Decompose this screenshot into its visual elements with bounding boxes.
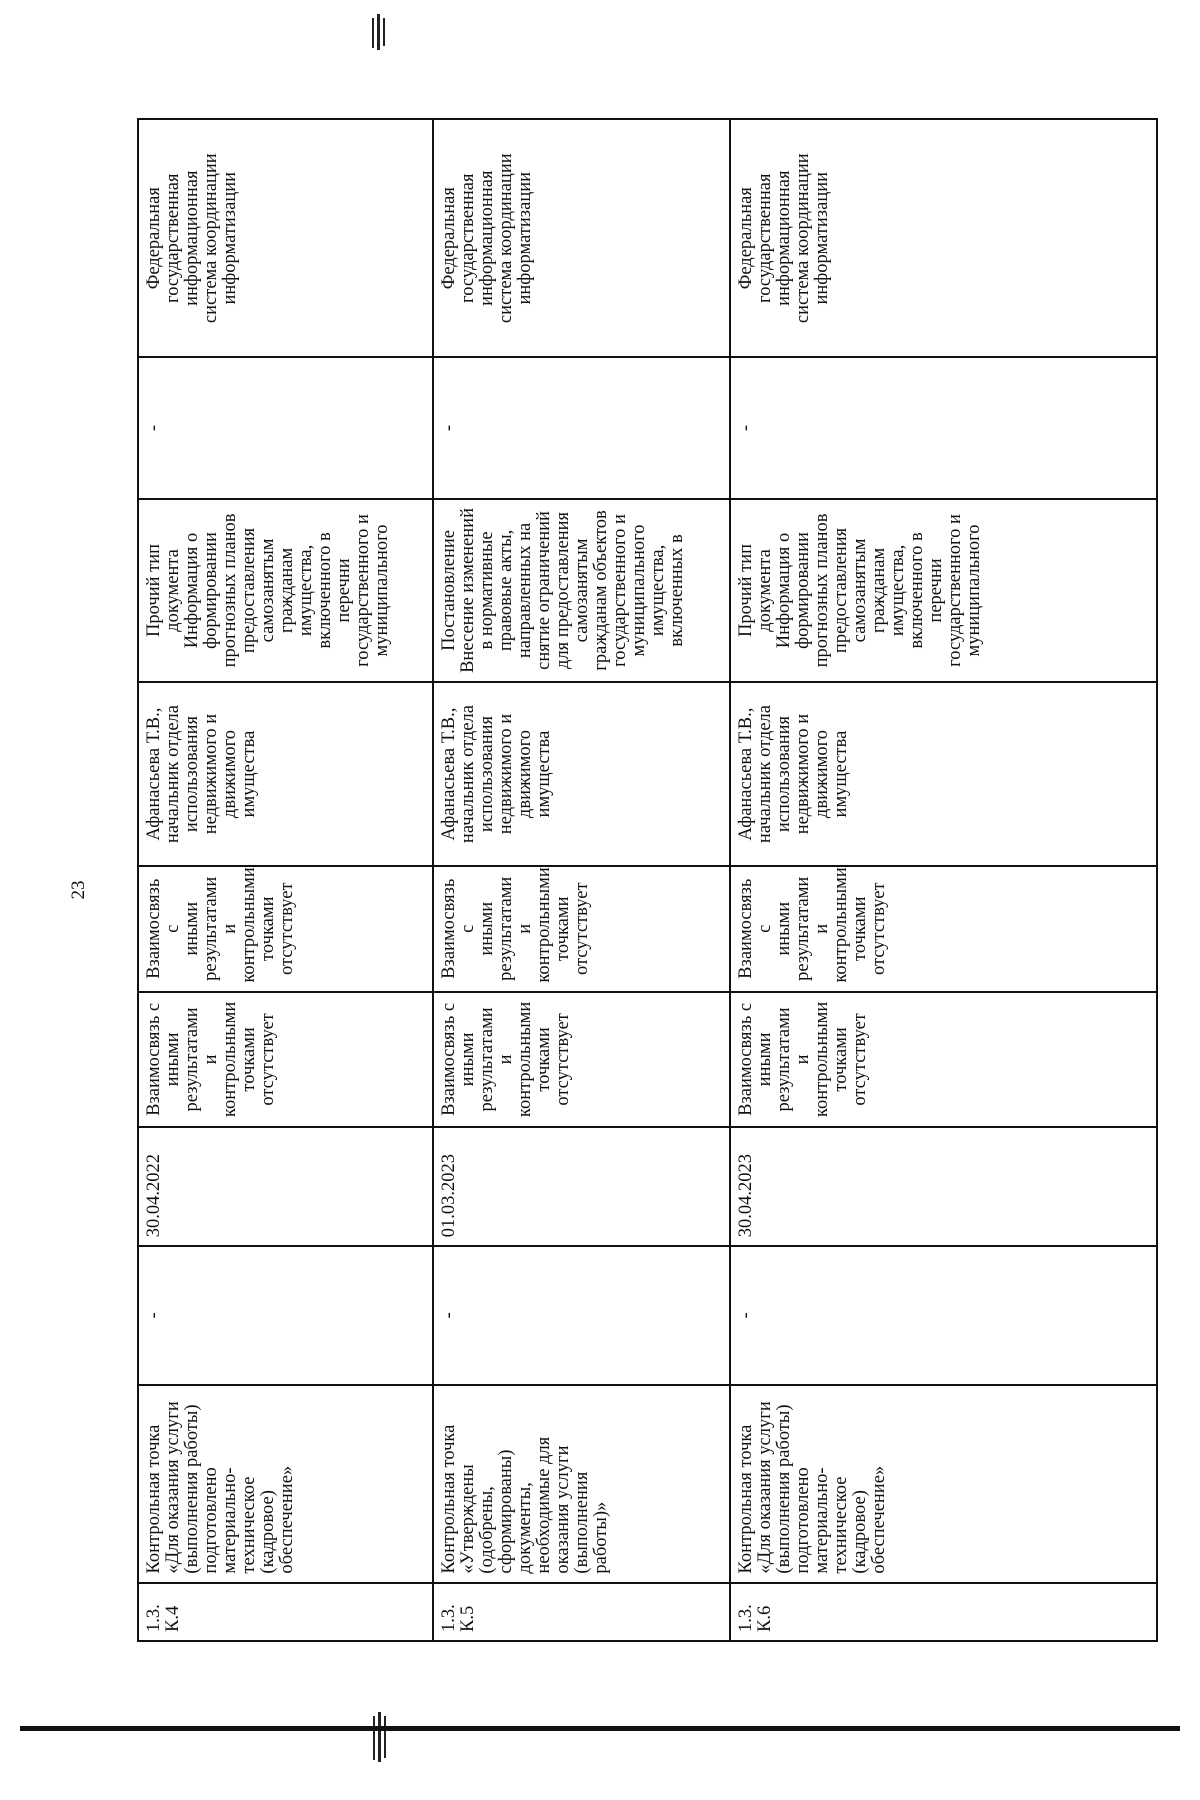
scan-mark-top	[383, 18, 385, 46]
row-prev-link: Взаимосвязь с иными результатами и контрольными точками отсутствует	[731, 991, 1156, 1126]
table-row	[139, 118, 434, 1640]
row-system: Федеральная государственная информационная система координации информатизации	[434, 118, 729, 356]
row-base-value: -	[139, 1245, 432, 1383]
row-document: Постановление Внесение изменений в нормативные правовые акты, направленных на снятие ограничений для предоставления самозанятым гражданам объектов государственного и муниципального имущества, включенных в	[434, 498, 729, 682]
scan-mark-bottom	[384, 1716, 386, 1758]
row-date: 01.03.2023	[434, 1126, 729, 1245]
row-base-value: -	[434, 1245, 729, 1383]
scan-mark-bottom	[378, 1712, 381, 1762]
table-frame	[137, 118, 1158, 1642]
row-dash: -	[434, 356, 729, 497]
row-code: 1.3. К.4	[139, 1582, 432, 1640]
row-prev-link: Взаимосвязь с иными результатами и контрольными точками отсутствует	[434, 991, 729, 1126]
row-responsible: Афанасьева Т.В., начальник отдела использования недвижимого и движимого имущества	[731, 681, 1156, 865]
row-next-link: Взаимосвязь с иными результатами и контрольными точками отсутствует	[731, 865, 1156, 991]
table-row	[434, 118, 731, 1640]
row-responsible: Афанасьева Т.В., начальник отдела использования недвижимого и движимого имущества	[434, 681, 729, 865]
table-row	[731, 118, 1158, 1640]
row-next-link: Взаимосвязь с иными результатами и контрольными точками отсутствует	[434, 865, 729, 991]
row-code: 1.3. К.6	[731, 1582, 1156, 1640]
row-document: Прочий тип документа Информация о формировании прогнозных планов предоставления самозанятым гражданам имущества, включенного в перечни государственного и муниципального	[731, 498, 1156, 682]
row-name: Контрольная точка «Для оказания услуги (выполнения работы) подготовлено материально- техническое (кадровое) обеспечение»	[139, 1384, 432, 1582]
row-date: 30.04.2022	[139, 1126, 432, 1245]
scan-mark-top	[377, 14, 380, 50]
row-responsible: Афанасьева Т.В., начальник отдела использования недвижимого и движимого имущества	[139, 681, 432, 865]
row-dash: -	[731, 356, 1156, 497]
row-base-value: -	[731, 1245, 1156, 1383]
row-name: Контрольная точка «Для оказания услуги (выполнения работы) подготовлено материально- техническое (кадровое) обеспечение»	[731, 1384, 1156, 1582]
page-number: 23	[68, 880, 89, 900]
scan-mark-top	[372, 18, 374, 48]
row-dash: -	[139, 356, 432, 497]
row-next-link: Взаимосвязь с иными результатами и контрольными точками отсутствует	[139, 865, 432, 991]
row-date: 30.04.2023	[731, 1126, 1156, 1245]
row-name: Контрольная точка «Утверждены (одобрены, сформированы) документы, необходимые для оказания услуги (выполнения работы)»	[434, 1384, 729, 1582]
row-system: Федеральная государственная информационная система координации информатизации	[731, 118, 1156, 356]
control-points-table	[137, 118, 1158, 1642]
row-document: Прочий тип документа Информация о формировании прогнозных планов предоставления самозанятым гражданам имущества, включенного в перечни государственного и муниципального	[139, 498, 432, 682]
bottom-rule	[20, 1726, 1180, 1731]
scan-mark-bottom	[373, 1716, 375, 1760]
row-prev-link: Взаимосвязь с иными результатами и контрольными точками отсутствует	[139, 991, 432, 1126]
row-code: 1.3. К.5	[434, 1582, 729, 1640]
row-system: Федеральная государственная информационная система координации информатизации	[139, 118, 432, 356]
